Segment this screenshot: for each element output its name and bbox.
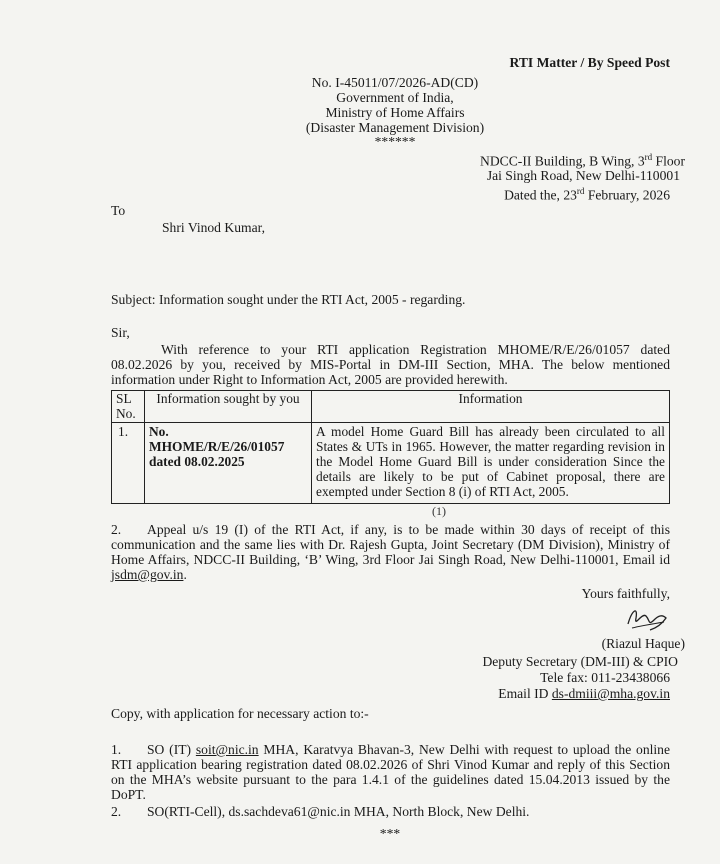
copy-item-text: MHA, Karatvya Bhavan-3, New Delhi with request to upload the online RTI application bearing registration dated 08.02.2026 of Shri Vinod Kumar and reply of this Section on the MHA’s website pursuant to the para 1.4.1 of the guidelines dated 15.04.2013 issued by the DoPT. — [111, 742, 670, 802]
signatory-designation: Deputy Secretary (DM-III) & CPIO — [482, 654, 678, 669]
copy-item-2 — [111, 804, 529, 819]
row-information: A model Home Guard Bill has already been circulated to all States & UTs in 1965. However, the matter regarding revision in the Model Home Guard Bill is under consideration Since the details are likely to be put of Cabinet proposal, there are exempted under Section 8 (i) of RTI Act, 2005. — [312, 423, 670, 504]
salutation: Sir, — [111, 325, 130, 340]
division-line: (Disaster Management Division) — [305, 120, 485, 135]
subject-line: Subject: Information sought under the RTI Act, 2005 - regarding. — [111, 292, 466, 307]
table-row — [112, 423, 670, 504]
file-number: No. I-45011/07/2026-AD(CD) — [311, 75, 479, 90]
copy-item-number: 1. — [111, 742, 122, 757]
copy-item-text: SO(RTI-Cell), ds.sachdeva61@nic.in MHA, North Block, New Delhi. — [147, 804, 530, 819]
rti-information-table — [111, 390, 670, 504]
copy-item-email-link[interactable]: soit@nic.in — [195, 742, 259, 757]
signatory-name: (Riazul Haque) — [601, 636, 685, 651]
recipient-name: Shri Vinod Kumar, — [162, 220, 265, 235]
intro-paragraph: With reference to your RTI application Registration MHOME/R/E/26/01057 dated 08.02.2026 by you, received by MIS-Portal in DM-III Section, MHA. The below mentioned information under Right to Information Act, 2005 are provided herewith. — [111, 342, 670, 387]
appeal-text: Appeal u/s 19 (I) of the RTI Act, if any, is to be made within 30 days of receipt of this communication and the same lies with Dr. Rajesh Gupta, Joint Secretary (DM Division), Ministry of Home Affairs, NDCC-II Building, ‘B’ Wing, 3rd Floor Jai Singh Road, New Delhi-110001, Email id — [111, 522, 670, 567]
signature-image — [622, 602, 670, 636]
dated-line: Dated the, 23rd February, 2026 — [504, 186, 670, 203]
copy-item-1: 1. SO (IT) soit@nic.in MHA, Karatvya Bhavan-3, New Delhi with request to upload the online RTI application bearing registration dated 08.02.2026 of Shri Vinod Kumar and reply of this Section on the MHA’s website pursuant to the para 1.4.1 of the guidelines dated 15.04.2013 issued by the DoPT. — [111, 742, 670, 802]
speed-post-label: RTI Matter / By Speed Post — [509, 55, 670, 70]
copy-item-number: 2. — [111, 804, 122, 819]
ministry-line: Ministry of Home Affairs — [325, 105, 465, 120]
header-information: Information — [312, 391, 670, 423]
appeal-email-link[interactable]: jsdm@gov.in — [111, 567, 184, 582]
header-stars: ****** — [374, 134, 416, 149]
appeal-paragraph: 2. Appeal u/s 19 (I) of the RTI Act, if any, is to be made within 30 days of receipt of this communication and the same lies with Dr. Rajesh Gupta, Joint Secretary (DM Division), Ministry of Home Affairs, NDCC-II Building, ‘B’ Wing, 3rd Floor Jai Singh Road, New Delhi-110001, Email id jsdm@gov.in. — [111, 522, 670, 582]
office-address-line1: NDCC-II Building, B Wing, 3rd Floor — [480, 152, 685, 169]
row-sl-no: 1. — [112, 423, 145, 504]
yours-faithfully: Yours faithfully, — [581, 586, 670, 601]
appeal-number: 2. — [111, 522, 122, 537]
handwritten-mark: (1) — [432, 504, 446, 518]
government-line: Government of India, — [336, 90, 454, 105]
table-header-row — [112, 391, 670, 423]
copy-heading: Copy, with application for necessary action to:- — [111, 706, 369, 721]
header-information-sought: Information sought by you — [145, 391, 312, 423]
header-sl-no: SL No. — [112, 391, 145, 423]
signatory-email-link[interactable]: ds-dmiii@mha.gov.in — [551, 686, 670, 701]
end-stars: *** — [379, 826, 401, 841]
row-information-sought: No. MHOME/R/E/26/01057 dated 08.02.2025 — [145, 423, 312, 504]
to-label: To — [111, 203, 126, 218]
signatory-email-line: Email ID ds-dmiii@mha.gov.in — [498, 686, 670, 701]
signatory-telefax: Tele fax: 011-23438066 — [540, 670, 670, 685]
office-address-line2: Jai Singh Road, New Delhi-110001 — [486, 168, 680, 183]
